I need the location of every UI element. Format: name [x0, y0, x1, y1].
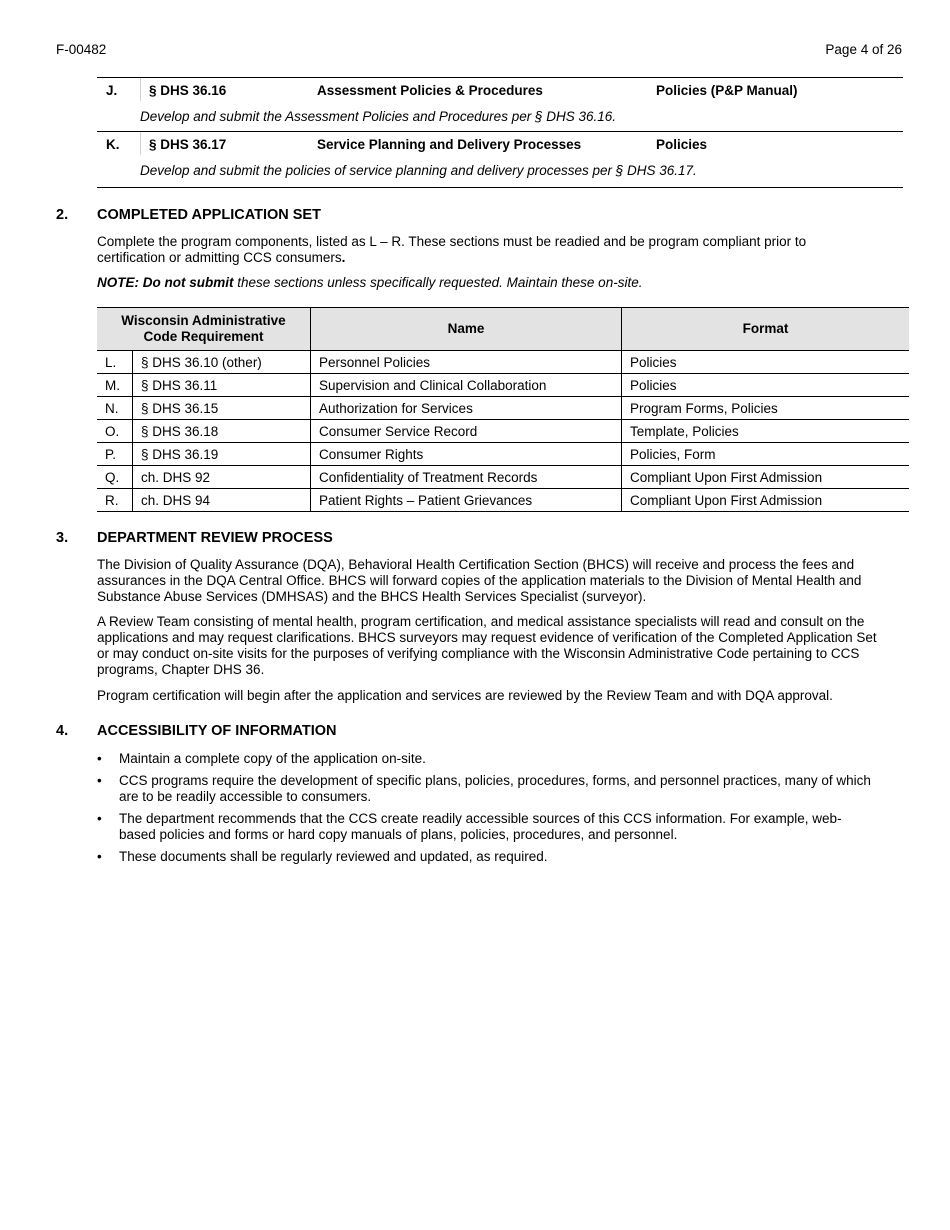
- table-row: [97, 420, 909, 443]
- section-2-note: [97, 275, 897, 291]
- requirements-table-2: [97, 132, 903, 186]
- requirement-name: Service Planning and Delivery Processes: [317, 137, 582, 152]
- intro-end: .: [341, 250, 346, 265]
- row-code: § DHS 36.11: [133, 374, 311, 397]
- section-4-number: 4.: [56, 723, 69, 739]
- row-format: Program Forms, Policies: [622, 397, 910, 420]
- row-format: Template, Policies: [622, 420, 910, 443]
- requirement-desc-j: [97, 101, 903, 132]
- table-header-row: [97, 308, 909, 351]
- bullet-icon: •: [97, 773, 102, 788]
- list-item: [97, 811, 872, 843]
- row-name: Patient Rights – Patient Grievances: [311, 489, 622, 512]
- row-name: Consumer Rights: [311, 443, 622, 466]
- row-format: Policies: [622, 351, 910, 374]
- components-table: [97, 307, 909, 512]
- header-code: [97, 308, 311, 351]
- rule-bottom: [97, 187, 903, 188]
- table-row: [97, 351, 909, 374]
- requirement-format: Policies: [656, 137, 708, 152]
- bullet-text: The department recommends that the CCS create readily accessible sources of this CCS information. For example, web-based policies and forms or hard copy manuals of plans, policies, procedures, and personnel.: [119, 811, 842, 842]
- row-name: Confidentiality of Treatment Records: [311, 466, 622, 489]
- intro-text: Complete the program components, listed as L – R. These sections must be readied and be program compliant prior to certification or admitting CCS consumers: [97, 234, 807, 265]
- section-3-paragraph: The Division of Quality Assurance (DQA), Behavioral Health Certification Section (BHCS) will receive and process the fees and assurances in the DQA Central Office. BHCS will forward copies of the application materials to the Division of Mental Health and Substance Abuse Services (DMHSAS) and the BHCS Health Services Specialist (surveyor).: [97, 557, 862, 604]
- requirement-row-k: [97, 132, 903, 155]
- section-2-intro: [97, 234, 857, 266]
- bullet-text: CCS programs require the development of specific plans, policies, procedures, forms, and personnel practices, many of which are to be readily accessible to consumers.: [119, 773, 871, 804]
- row-name: Consumer Service Record: [311, 420, 622, 443]
- row-code: ch. DHS 94: [133, 489, 311, 512]
- bullet-icon: •: [97, 751, 102, 766]
- row-letter: Q.: [97, 466, 133, 489]
- requirements-table: [97, 78, 903, 132]
- table-row: [97, 489, 909, 512]
- section-4-title: ACCESSIBILITY OF INFORMATION: [97, 723, 337, 739]
- section-2-title: COMPLETED APPLICATION SET: [97, 207, 321, 223]
- list-item: [97, 849, 872, 865]
- list-item: [97, 751, 872, 767]
- header-code-text: Wisconsin Administrative Code Requirement: [121, 313, 286, 344]
- row-format: Policies, Form: [622, 443, 910, 466]
- section-3-paragraph: Program certification will begin after the application and services are reviewed by the Review Team and with DQA approval.: [97, 688, 833, 703]
- bullet-icon: •: [97, 849, 102, 864]
- requirement-description: Develop and submit the policies of service planning and delivery processes per § DHS 36.17.: [140, 163, 697, 178]
- row-letter: R.: [97, 489, 133, 512]
- row-code: § DHS 36.15: [133, 397, 311, 420]
- row-name: Authorization for Services: [311, 397, 622, 420]
- table-row: [97, 443, 909, 466]
- note-bold: NOTE: Do not submit: [97, 275, 234, 290]
- table-row: [97, 397, 909, 420]
- note-rest: these sections unless specifically requested. Maintain these on-site.: [233, 275, 643, 290]
- requirement-code: § DHS 36.16: [149, 83, 227, 98]
- section-3-number: 3.: [56, 530, 69, 546]
- section-3-title: DEPARTMENT REVIEW PROCESS: [97, 530, 333, 546]
- row-letter: P.: [97, 443, 133, 466]
- row-letter: O.: [97, 420, 133, 443]
- requirement-format: Policies (P&P Manual): [656, 83, 798, 98]
- header-format: Format: [622, 308, 910, 351]
- requirement-name: Assessment Policies & Procedures: [317, 83, 543, 98]
- row-code: § DHS 36.19: [133, 443, 311, 466]
- row-code: ch. DHS 92: [133, 466, 311, 489]
- row-code: § DHS 36.10 (other): [133, 351, 311, 374]
- row-letter: M.: [97, 374, 133, 397]
- requirement-description: Develop and submit the Assessment Policies and Procedures per § DHS 36.16.: [140, 109, 617, 124]
- form-id: F-00482: [56, 42, 107, 57]
- section-2-number: 2.: [56, 207, 69, 223]
- header-name: Name: [311, 308, 622, 351]
- row-name: Supervision and Clinical Collaboration: [311, 374, 622, 397]
- bullet-text: Maintain a complete copy of the application on-site.: [119, 751, 426, 766]
- table-row: [97, 466, 909, 489]
- row-name: Personnel Policies: [311, 351, 622, 374]
- row-code: § DHS 36.18: [133, 420, 311, 443]
- row-format: Policies: [622, 374, 910, 397]
- bullet-icon: •: [97, 811, 102, 826]
- row-letter: N.: [97, 397, 133, 420]
- requirement-letter: K.: [97, 132, 141, 155]
- bullet-text: These documents shall be regularly reviewed and updated, as required.: [119, 849, 548, 864]
- requirement-code: § DHS 36.17: [149, 137, 227, 152]
- page-number: Page 4 of 26: [825, 42, 902, 57]
- requirement-desc-k: [97, 155, 903, 186]
- row-letter: L.: [97, 351, 133, 374]
- row-format: Compliant Upon First Admission: [622, 466, 910, 489]
- section-3-paragraph: A Review Team consisting of mental health, program certification, and medical assistance specialists will read and consult on the applications and may request clarifications. BHCS surveyors may request evidence of verification of the Completed Application Set or may conduct on-site visits for the purposes of verifying compliance with the Wisconsin Administrative Code pertaining to CCS programs, Chapter DHS 36.: [97, 614, 877, 677]
- section-4-bullet-list: [97, 751, 872, 871]
- row-format: Compliant Upon First Admission: [622, 489, 910, 512]
- requirement-row-j: [97, 78, 903, 101]
- requirement-letter: J.: [97, 78, 141, 101]
- table-row: [97, 374, 909, 397]
- list-item: [97, 773, 872, 805]
